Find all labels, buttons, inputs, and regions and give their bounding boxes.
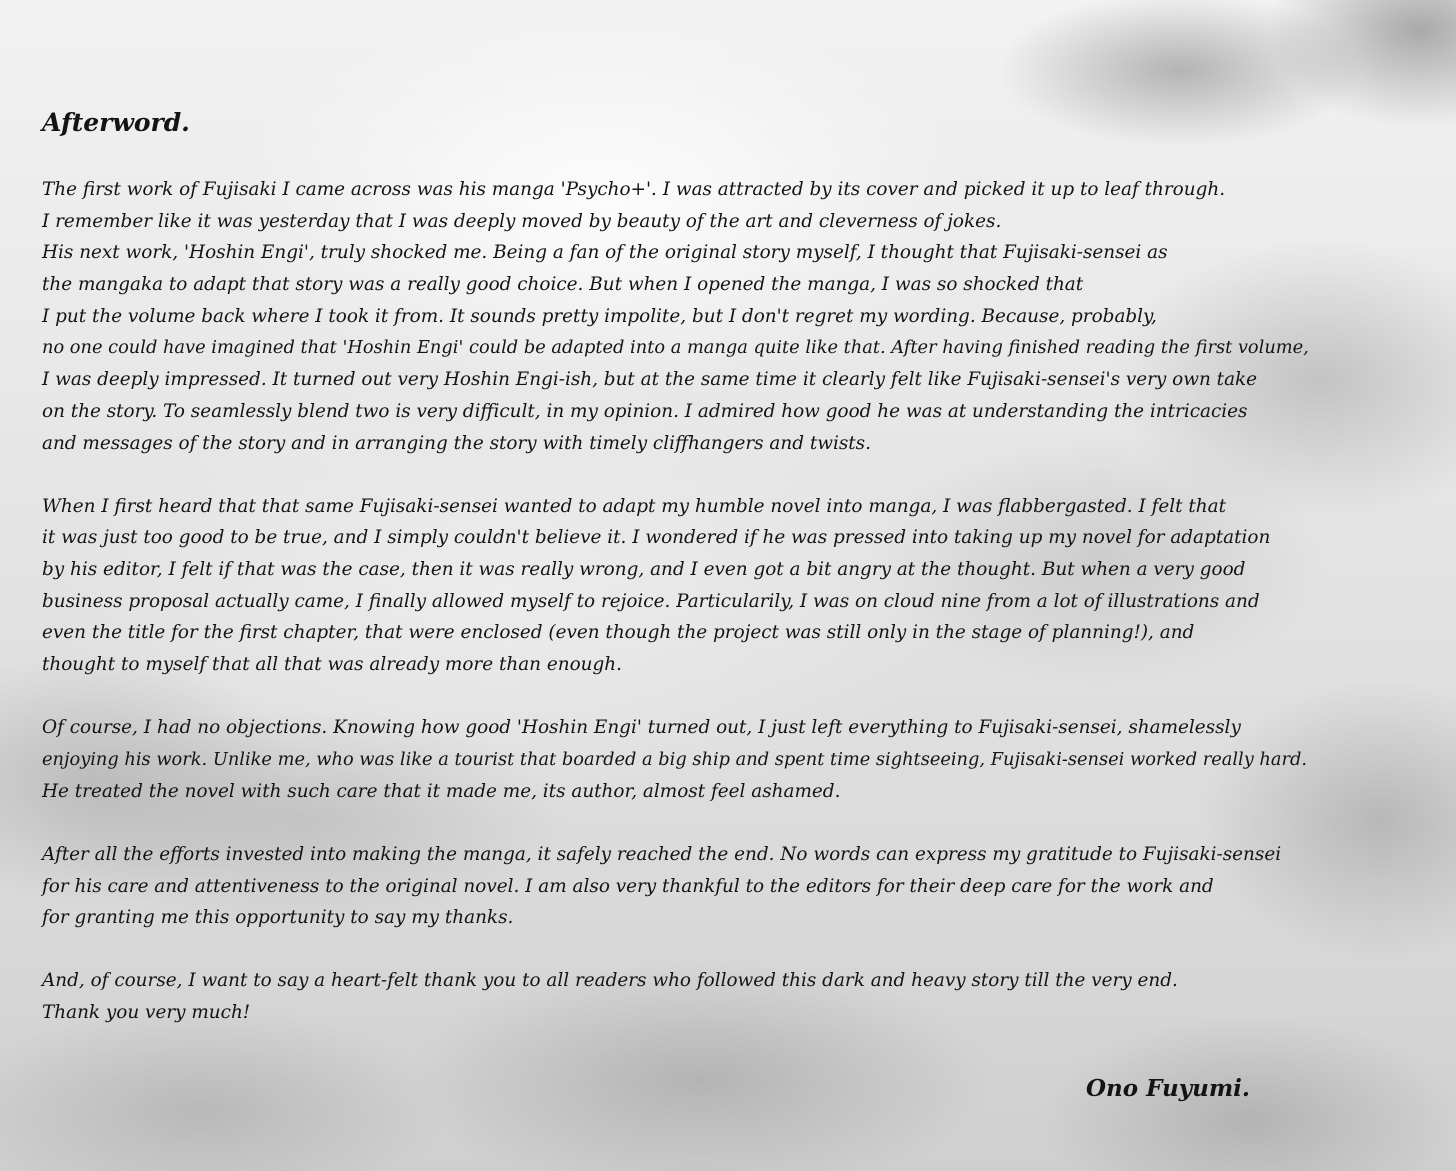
text-line: business proposal actually came, I finally allowed myself to rejoice. Particularily, I was on cloud nine from a lot of illustrations and	[42, 590, 1260, 612]
text-line: Thank you very much!	[42, 1002, 251, 1024]
text-line: no one could have imagined that 'Hoshin Engi' could be adapted into a manga quite like that. After having finished reading the first volume,	[42, 337, 1309, 359]
text-line: Of course, I had no objections. Knowing how good 'Hoshin Engi' turned out, I just left everything to Fujisaki-sensei, shamelessly	[42, 717, 1241, 739]
paragraph-gap	[42, 681, 1446, 713]
paragraph-gap	[42, 459, 1446, 491]
text-line: for his care and attentiveness to the original novel. I am also very thankful to the editors for their deep care for the work and	[42, 875, 1214, 897]
text-line: it was just too good to be true, and I simply couldn't believe it. I wondered if he was pressed into taking up my novel for adaptation	[42, 527, 1271, 549]
text-line: even the title for the first chapter, that were enclosed (even though the project was still only in the stage of planning!), and	[42, 622, 1195, 644]
paragraph-4	[42, 839, 1446, 934]
paragraph-2	[42, 491, 1446, 681]
text-line: on the story. To seamlessly blend two is very difficult, in my opinion. I admired how good he was at understanding the intricacies	[42, 400, 1248, 422]
text-line: He treated the novel with such care that it made me, its author, almost feel ashamed.	[42, 780, 841, 802]
text-line: the mangaka to adapt that story was a really good choice. But when I opened the manga, I was so shocked that	[42, 274, 1084, 296]
text-line: His next work, 'Hoshin Engi', truly shocked me. Being a fan of the original story myself, I thought that Fujisaki-sensei as	[42, 242, 1168, 264]
paragraph-gap	[42, 934, 1446, 966]
text-line: I put the volume back where I took it from. It sounds pretty impolite, but I don't regret my wording. Because, probably,	[42, 305, 1157, 327]
text-line: I remember like it was yesterday that I was deeply moved by beauty of the art and cleverness of jokes.	[42, 210, 1002, 232]
text-line: for granting me this opportunity to say my thanks.	[42, 907, 514, 929]
paragraph-1	[42, 174, 1446, 459]
text-line: When I first heard that that same Fujisaki-sensei wanted to adapt my humble novel into manga, I was flabbergasted. I felt that	[42, 495, 1226, 517]
text-line: And, of course, I want to say a heart-felt thank you to all readers who followed this dark and heavy story till the very end.	[42, 970, 1178, 992]
text-line: by his editor, I felt if that was the case, then it was really wrong, and I even got a bit angry at the thought. But when a very good	[42, 559, 1246, 581]
text-line: enjoying his work. Unlike me, who was like a tourist that boarded a big ship and spent time sightseeing, Fujisaki-sensei worked really hard.	[42, 749, 1308, 770]
text-line: After all the efforts invested into making the manga, it safely reached the end. No words can express my gratitude to Fujisaki-sensei	[42, 843, 1282, 865]
text-line: I was deeply impressed. It turned out very Hoshin Engi-ish, but at the same time it clearly felt like Fujisaki-sensei's very own take	[42, 369, 1258, 391]
text-line: and messages of the story and in arranging the story with timely cliffhangers and twists.	[42, 432, 871, 454]
author-signature: Ono Fuyumi.	[1086, 1075, 1250, 1102]
afterword-text	[42, 102, 1446, 1029]
text-line: The first work of Fujisaki I came across was his manga 'Psycho+'. I was attracted by its cover and picked it up to leaf through.	[42, 179, 1226, 200]
paragraph-5	[42, 965, 1446, 1028]
page-title: Afterword.	[42, 108, 190, 137]
paragraph-gap	[42, 807, 1446, 839]
paragraph-3	[42, 712, 1446, 807]
text-line: thought to myself that all that was already more than enough.	[42, 654, 622, 676]
